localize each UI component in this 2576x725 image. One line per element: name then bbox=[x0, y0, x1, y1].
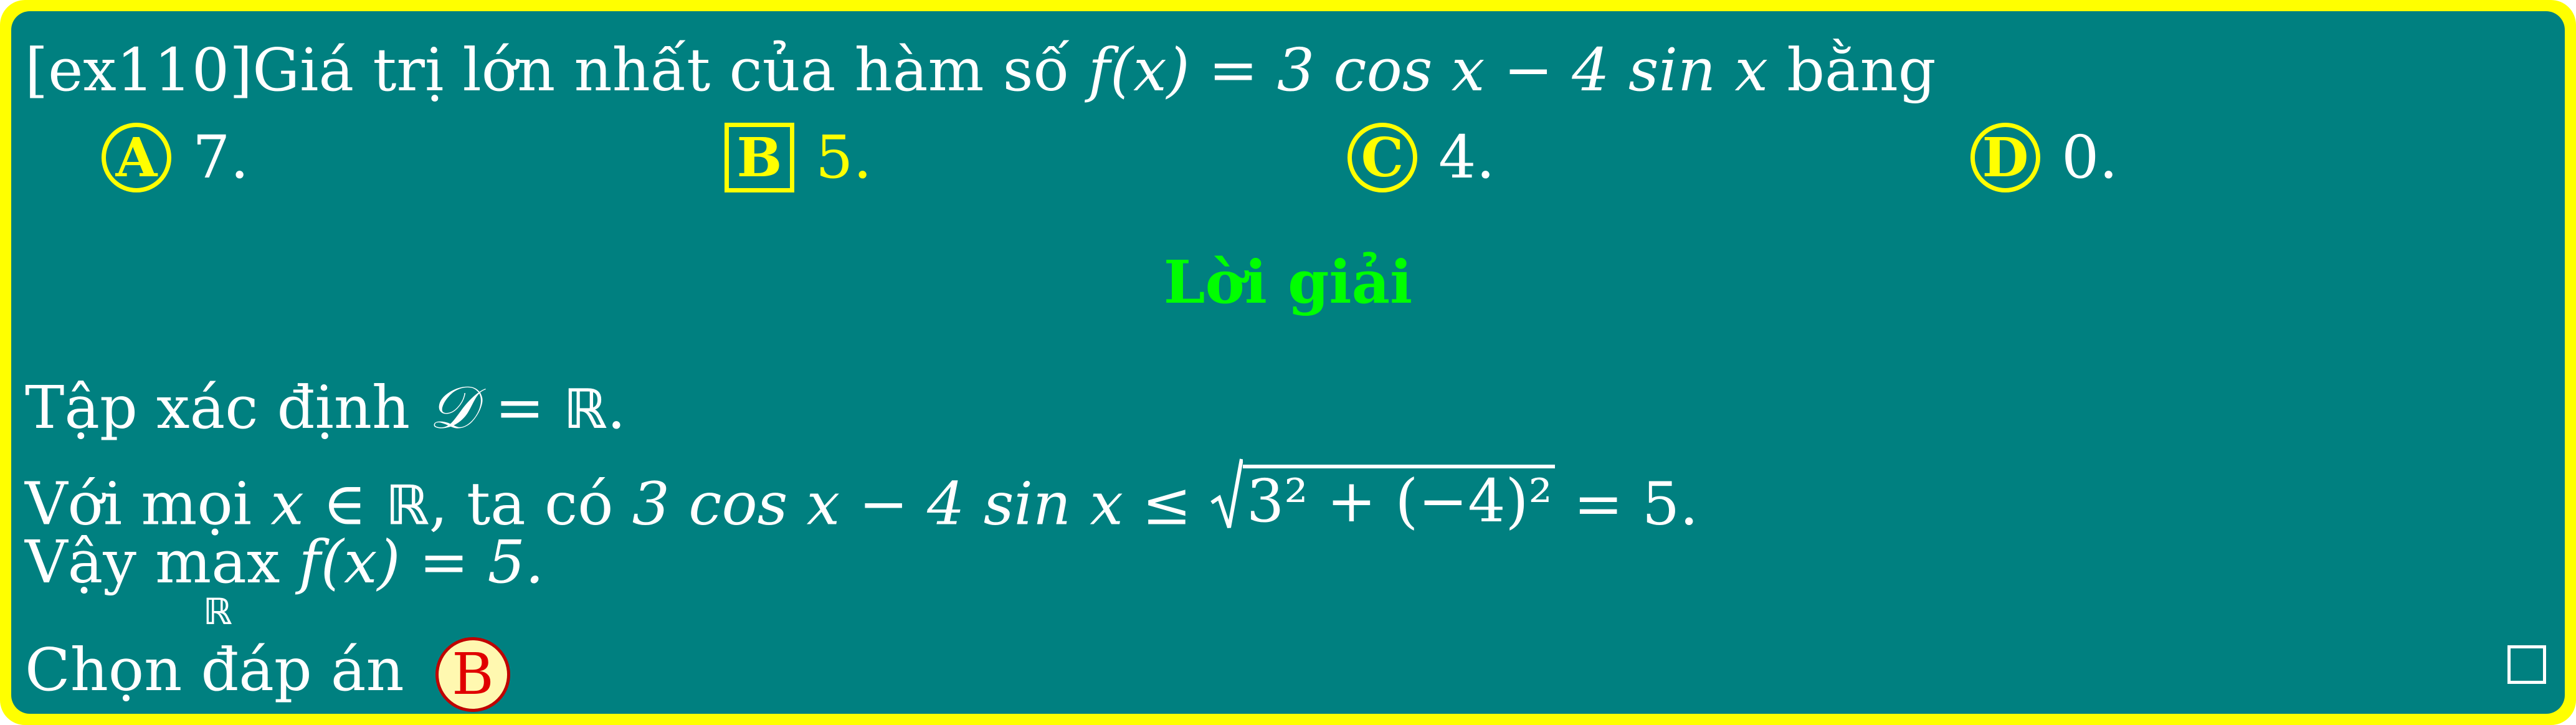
option-b[interactable] bbox=[725, 117, 872, 198]
question-id: [ex110] bbox=[25, 36, 253, 105]
radical-sign-icon bbox=[1210, 457, 1243, 531]
option-c-label: C bbox=[1347, 123, 1417, 192]
option-a[interactable] bbox=[102, 117, 249, 198]
option-d-label: D bbox=[1970, 123, 2040, 192]
square-root bbox=[1210, 457, 1555, 536]
max-expr: f(x) = 5. bbox=[298, 528, 544, 597]
max-operator: max ℝ bbox=[155, 528, 280, 633]
question-stem: Giá trị lớn nhất của hàm số bbox=[252, 36, 1070, 105]
solution-line-domain: Tập xác định 𝒟 = ℝ. bbox=[25, 374, 626, 442]
domain-symbol: 𝒟 bbox=[429, 374, 477, 442]
choose-label: Chọn đáp án bbox=[25, 636, 404, 704]
inequality-result: = 5. bbox=[1573, 470, 1699, 539]
option-c[interactable] bbox=[1347, 117, 1495, 198]
option-b-value: 5. bbox=[815, 123, 872, 192]
question-function: f(x) = 3 cos x − 4 sin x bbox=[1088, 36, 1769, 105]
option-b-label: B bbox=[725, 123, 794, 192]
option-d[interactable] bbox=[1970, 117, 2118, 198]
answer-badge: B bbox=[435, 637, 510, 712]
option-c-value: 4. bbox=[1438, 123, 1495, 192]
problem-panel bbox=[11, 11, 2565, 714]
real-set-symbol: ℝ bbox=[563, 377, 607, 441]
question-line bbox=[25, 36, 1936, 105]
solution-line-choose bbox=[25, 637, 510, 712]
radicand: 3² + (−4)² bbox=[1243, 465, 1555, 531]
solution-heading: Lời giải bbox=[1163, 248, 1413, 317]
option-a-value: 7. bbox=[192, 123, 249, 192]
solution-line-max: Vậy max ℝ f(x) = 5. bbox=[25, 528, 544, 633]
qed-square-icon bbox=[2507, 645, 2546, 684]
inequality-expr: 3 cos x − 4 sin x ≤ bbox=[632, 470, 1192, 539]
solution-line-inequality: Với mọi x ∈ ℝ, ta có 3 cos x − 4 sin x ≤ 3² + (−4)² = 5. bbox=[25, 457, 1698, 534]
question-suffix: bằng bbox=[1787, 36, 1936, 105]
option-a-label: A bbox=[102, 123, 171, 192]
option-d-value: 0. bbox=[2061, 123, 2118, 192]
